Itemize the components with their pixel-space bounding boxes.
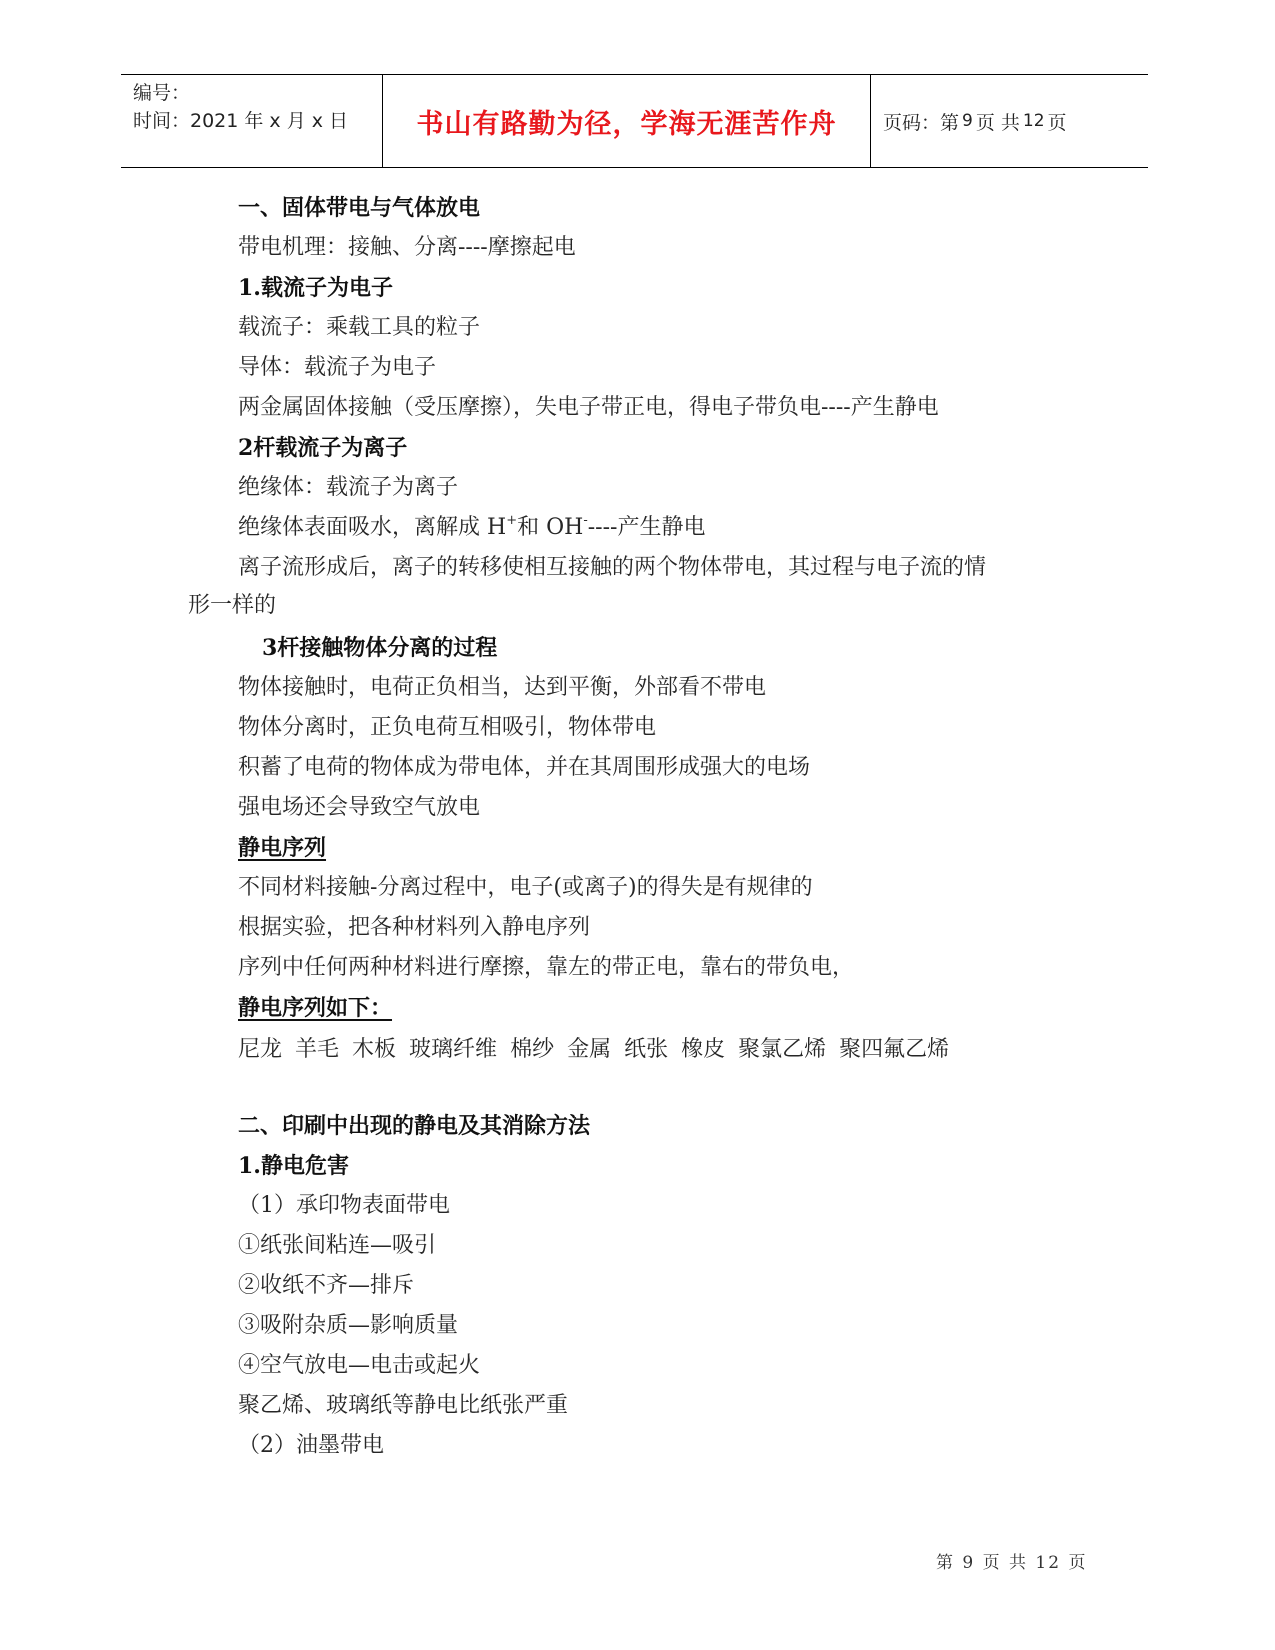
material-item: 聚氯乙烯	[738, 1037, 827, 1062]
series-line: 序列中任何两种材料进行摩擦，靠左的带正电，靠右的带负电，	[238, 955, 855, 980]
material-item: 金属	[567, 1037, 612, 1062]
page-footer: 第 9 页 共 12 页	[936, 1553, 1088, 1573]
material-item: 纸张	[624, 1037, 669, 1062]
header-page-info	[871, 75, 1148, 167]
section2-line: 聚乙烯、玻璃纸等静电比纸张严重	[238, 1393, 569, 1418]
sub1-title: 1.载流子为电子	[238, 275, 393, 301]
sub2-line: 离子流形成后，离子的转移使相互接触的两个物体带电，其过程与电子流的情	[238, 555, 987, 580]
section2-line: ①纸张间粘连—吸引	[238, 1233, 437, 1258]
section2-line: （2）油墨带电	[238, 1433, 384, 1458]
mechanism-text: 带电机理：接触、分离----摩擦起电	[238, 235, 576, 260]
material-item: 聚四氟乙烯	[839, 1037, 950, 1062]
time-label: 时间：2021 年 x 月 x 日	[133, 110, 349, 132]
sub2-title: 2杆载流子为离子	[238, 435, 408, 461]
sub3-line: 积蓄了电荷的物体成为带电体，并在其周围形成强大的电场	[238, 755, 811, 780]
sub3-line: 强电场还会导致空气放电	[238, 795, 481, 820]
sub2-ion-text-c: ----产生静电	[587, 515, 706, 540]
sub3-line: 物体分离时，正负电荷互相吸引，物体带电	[238, 715, 657, 740]
sub3-line: 物体接触时，电荷正负相当，达到平衡，外部看不带电	[238, 675, 767, 700]
sub1-line: 两金属固体接触（受压摩擦），失电子带正电，得电子带负电----产生静电	[238, 395, 939, 420]
plus-superscript: +	[506, 512, 518, 528]
section2-title: 二、印刷中出现的静电及其消除方法	[238, 1113, 591, 1139]
page-current: 9	[962, 111, 973, 131]
section2-line: ②收纸不齐—排斥	[238, 1273, 415, 1298]
page-mid: 页 共	[975, 111, 1020, 134]
header-motto: 书山有路勤为径，学海无涯苦作舟	[383, 75, 871, 167]
section2-line: ③吸附杂质—影响质量	[238, 1313, 459, 1338]
sub2-ion-line	[238, 513, 705, 543]
sub2-ion-text-a: 绝缘体表面吸水，离解成 H	[238, 515, 507, 540]
materials-list	[238, 1035, 962, 1065]
material-item: 尼龙	[238, 1037, 283, 1062]
sub1-line: 导体：载流子为电子	[238, 355, 437, 380]
page-total: 12	[1022, 111, 1045, 131]
sub2-line: 绝缘体：载流子为离子	[238, 475, 459, 500]
material-item: 木板	[352, 1037, 397, 1062]
material-item: 棉纱	[510, 1037, 555, 1062]
header-meta	[121, 75, 383, 167]
page-prefix: 页码：第	[883, 111, 960, 134]
sub2-ion-text-b: 和 OH	[517, 515, 584, 540]
series-line: 不同材料接触-分离过程中，电子(或离子)的得失是有规律的	[238, 875, 813, 900]
page-header	[121, 74, 1148, 168]
section1-title: 一、固体带电与气体放电	[238, 195, 481, 221]
sub2-line-wrap: 形一样的	[188, 593, 277, 618]
section2-line: ④空气放电—电击或起火	[238, 1353, 481, 1378]
sub3-title: 3杆接触物体分离的过程	[262, 635, 498, 661]
series-list-title: 静电序列如下：	[238, 995, 393, 1021]
page-suffix: 页	[1047, 111, 1067, 134]
material-item: 玻璃纤维	[409, 1037, 498, 1062]
material-item: 羊毛	[295, 1037, 340, 1062]
material-item: 橡皮	[681, 1037, 726, 1062]
number-label: 编号：	[133, 82, 191, 104]
series-line: 根据实验，把各种材料列入静电序列	[238, 915, 591, 940]
section2-line: （1）承印物表面带电	[238, 1193, 450, 1218]
section2-sub1-title: 1.静电危害	[238, 1153, 349, 1179]
sub1-line: 载流子：乘载工具的粒子	[238, 315, 481, 340]
minus-superscript: -	[583, 512, 588, 528]
series-title: 静电序列	[238, 835, 327, 861]
